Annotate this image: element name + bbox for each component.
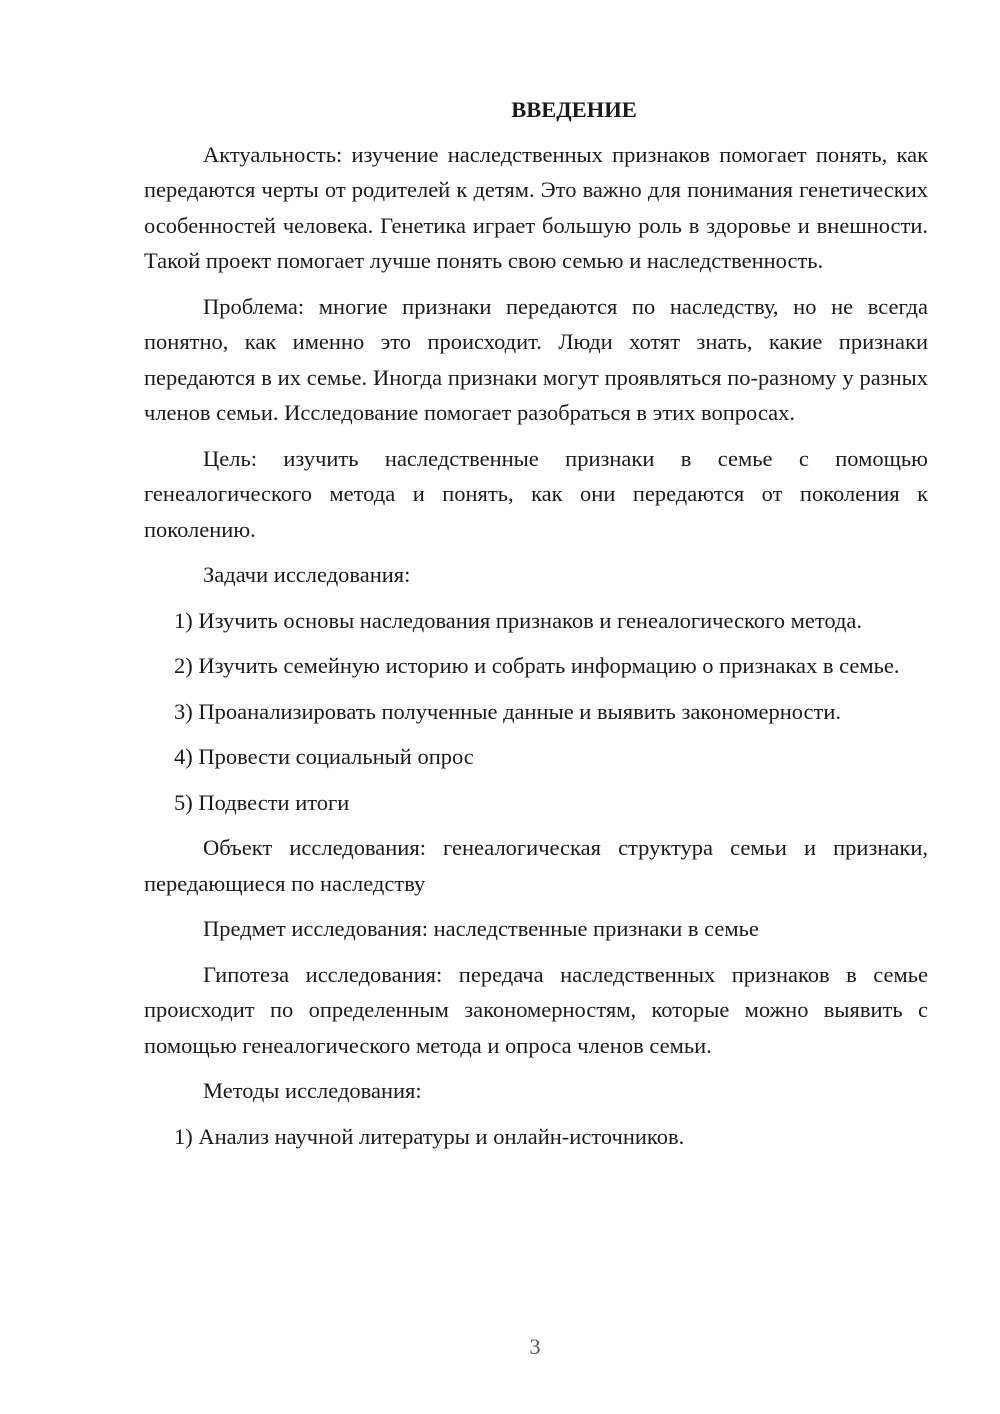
paragraph-subject: Предмет исследования: наследственные признаки в семье: [203, 916, 759, 941]
document-page: [144, 92, 928, 1164]
page-number: 3: [529, 1334, 541, 1359]
task-item-4: 4) Провести социальный опрос: [174, 744, 474, 769]
task-item-1: 1) Изучить основы наследования признаков и генеалогического метода.: [174, 607, 863, 633]
tasks-heading: Задачи исследования:: [203, 562, 411, 587]
method-item-1: 1) Анализ научной литературы и онлайн-источников.: [174, 1123, 685, 1149]
paragraph-hypothesis: Гипотеза исследования: передача наследственных признаков в семье происходит по определенным закономерностям, которые можно выявить с помощью генеалогического метода и опроса членов семьи.: [144, 961, 928, 1058]
paragraph-problem: Проблема: многие признаки передаются по наследству, но не всегда понятно, как именно это происходит. Люди хотят знать, какие признаки передаются в их семье. Иногда признаки могут проявляться по-разному у разных членов семьи. Исследование помогает разобраться в этих вопросах.: [144, 293, 928, 425]
task-item-5: 5) Подвести итоги: [174, 789, 350, 815]
paragraph-goal: Цель: изучить наследственные признаки в семье с помощью генеалогического метода и понять, как они передаются от поколения к поколению.: [144, 445, 928, 542]
methods-heading: Методы исследования:: [203, 1078, 422, 1103]
paragraph-relevance: Актуальность: изучение наследственных признаков помогает понять, как передаются черты от родителей к детям. Это важно для понимания генетических особенностей человека. Генетика играет большую роль в здоровье и внешности. Такой проект помогает лучше понять свою семью и наследственность.: [144, 141, 928, 273]
paragraph-object: Объект исследования: генеалогическая структура семьи и признаки, передающиеся по наследству: [144, 835, 928, 896]
task-item-2: 2) Изучить семейную историю и собрать информацию о признаках в семье.: [174, 653, 900, 678]
task-item-3: 3) Проанализировать полученные данные и выявить закономерности.: [174, 698, 842, 724]
page-title: ВВЕДЕНИЕ: [511, 97, 637, 122]
